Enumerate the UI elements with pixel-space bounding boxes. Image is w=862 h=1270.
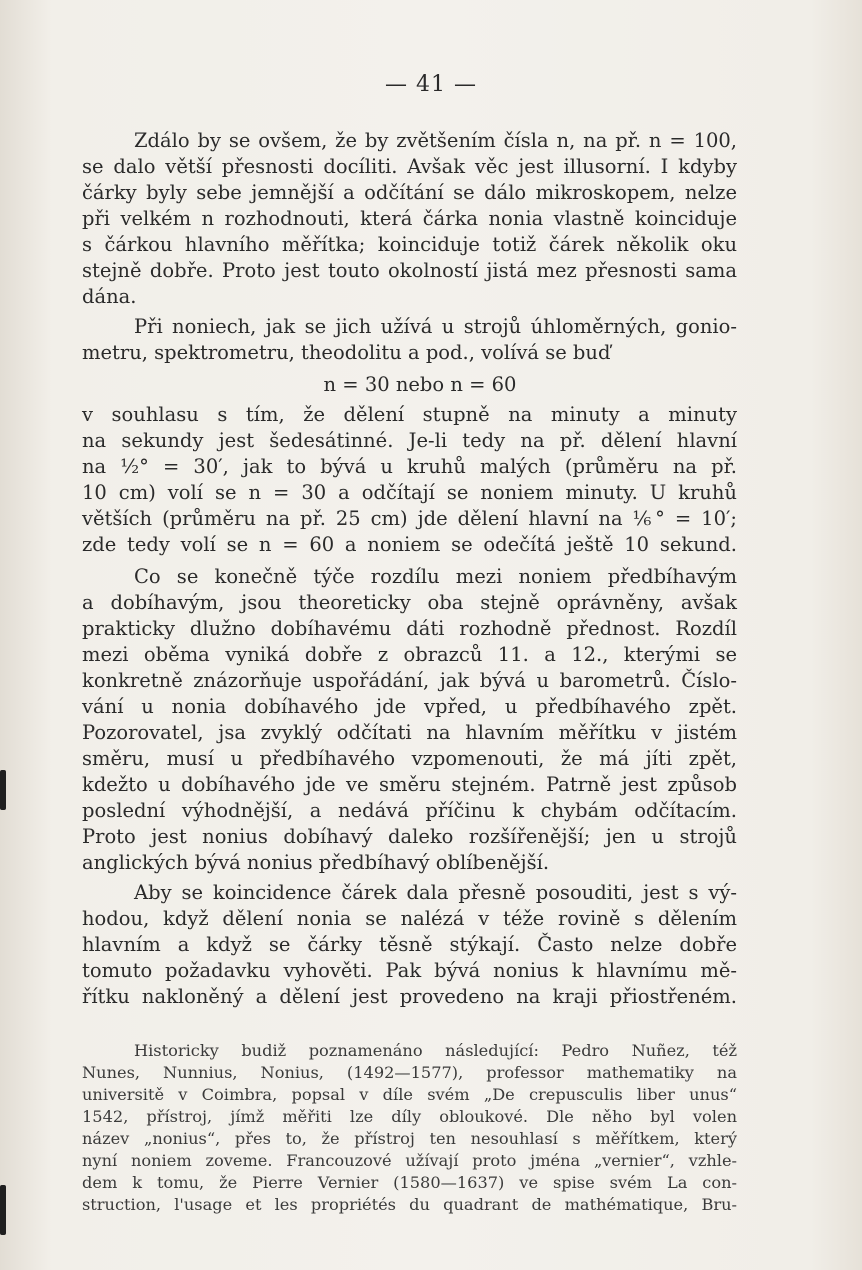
- text-line: vání u nonia dobíhavého jde vpřed, u předbíhavého zpět.: [82, 695, 737, 718]
- text-line: řítku nakloněný a dělení jest provedeno na kraji přiostřeném.: [82, 985, 737, 1008]
- text-line: větších (průměru na př. 25 cm) jde dělení hlavní na ⅙° = 10′;: [82, 507, 737, 530]
- text-line: anglických bývá nonius předbíhavý oblíbenější.: [82, 851, 550, 874]
- text-line: Zdálo by se ovšem, že by zvětšením čísla n, na př. n = 100,: [134, 129, 737, 152]
- page-edge-mark: [0, 1185, 6, 1235]
- text-line: stejně dobře. Proto jest touto okolností jistá mez přesnosti sama: [82, 259, 737, 282]
- text-line: tomuto požadavku vyhověti. Pak bývá nonius k hlavnímu mě-: [82, 959, 737, 982]
- footnote-line: universitě v Coimbra, popsal v díle svém „De crepusculis liber unus“: [82, 1085, 737, 1104]
- text-line: zde tedy volí se n = 60 a noniem se odečítá ještě 10 sekund.: [82, 533, 737, 556]
- text-line: kdežto u dobíhavého jde ve směru stejném. Patrně jest způsob: [82, 773, 737, 796]
- footnote-line: 1542, přístroj, jímž měřiti lze díly obloukové. Dle něho byl volen: [82, 1107, 737, 1126]
- text-line: 10 cm) volí se n = 30 a odčítají se noniem minuty. U kruhů: [82, 481, 737, 504]
- text-line: hlavním a když se čárky těsně stýkají. Často nelze dobře: [82, 933, 737, 956]
- text-line: Proto jest nonius dobíhavý daleko rozšířenější; jen u strojů: [82, 825, 737, 848]
- text-line: na sekundy jest šedesátinné. Je-li tedy na př. dělení hlavní: [82, 429, 737, 452]
- text-line: mezi oběma vyniká dobře z obrazců 11. a 12., kterými se: [82, 643, 737, 666]
- footnote-line: struction, l'usage et les propriétés du quadrant de mathématique, Bru-: [82, 1195, 737, 1214]
- footnote-line: název „nonius“, přes to, že přístroj ten nesouhlasí s měřítkem, který: [82, 1129, 737, 1148]
- text-line: Při noniech, jak se jich užívá u strojů úhloměrných, gonio-: [134, 315, 737, 338]
- text-line: dána.: [82, 285, 137, 308]
- text-line: Pozorovatel, jsa zvyklý odčítati na hlavním měřítku v jistém: [82, 721, 737, 744]
- text-line: konkretně znázorňuje uspořádání, jak bývá u barometrů. Číslo-: [82, 669, 737, 692]
- text-line: směru, musí u předbíhavého vzpomenouti, že má jíti zpět,: [82, 747, 737, 770]
- page-number: — 41 —: [385, 72, 477, 97]
- text-line: poslední výhodnější, a nedává příčinu k chybám odčítacím.: [82, 799, 737, 822]
- formula-line: n = 30 nebo n = 60: [323, 373, 517, 396]
- text-line: s čárkou hlavního měřítka; koinciduje totiž čárek několik oku: [82, 233, 737, 256]
- text-line: na ½° = 30′, jak to bývá u kruhů malých (průměru na př.: [82, 455, 737, 478]
- footnote-line: Nunes, Nunnius, Nonius, (1492—1577), professor mathematiky na: [82, 1063, 737, 1082]
- footnote-line: dem k tomu, že Pierre Vernier (1580—1637) ve spise svém La con-: [82, 1173, 737, 1192]
- text-line: hodou, když dělení nonia se nalézá v téže rovině s dělením: [82, 907, 737, 930]
- footnote-line: nyní noniem zoveme. Francouzové užívají proto jména „vernier“, vzhle-: [82, 1151, 737, 1170]
- text-line: prakticky dlužno dobíhavému dáti rozhodně přednost. Rozdíl: [82, 617, 737, 640]
- text-line: při velkém n rozhodnouti, která čárka nonia vlastně koinciduje: [82, 207, 737, 230]
- text-line: metru, spektrometru, theodolitu a pod., volívá se buď: [82, 341, 611, 364]
- text-line: Co se konečně týče rozdílu mezi noniem předbíhavým: [134, 565, 737, 588]
- text-line: se dalo větší přesnosti docíliti. Avšak věc jest illusorní. I kdyby: [82, 155, 737, 178]
- text-line: Aby se koincidence čárek dala přesně posouditi, jest s vý-: [134, 881, 737, 904]
- text-line: čárky byly sebe jemnější a odčítání se dálo mikroskopem, nelze: [82, 181, 737, 204]
- text-line: v souhlasu s tím, že dělení stupně na minuty a minuty: [82, 403, 737, 426]
- footnote-line: Historicky budiž poznamenáno následující: Pedro Nuñez, též: [134, 1041, 737, 1060]
- text-line: a dobíhavým, jsou theoreticky oba stejně oprávněny, avšak: [82, 591, 737, 614]
- page-edge-mark: [0, 770, 6, 810]
